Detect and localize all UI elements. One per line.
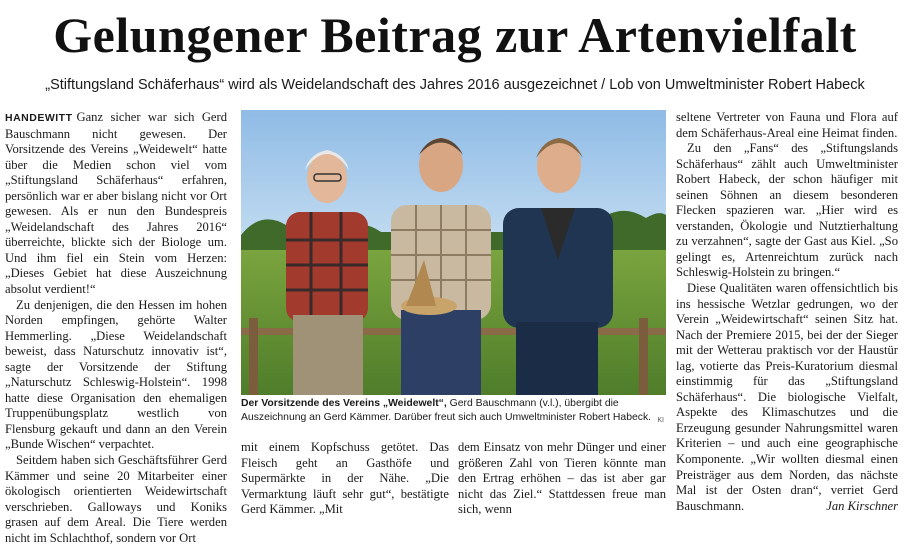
article-column-4 — [676, 110, 898, 515]
paragraph: dem Einsatz von mehr Dünger und einer größeren Zahl von Tieren könnte man den Ertrag erhöhen – das ist aber gar nicht das Ziel.“ Stattdessen freue man sich, wenn — [458, 440, 666, 517]
author-byline: Jan Kirschner — [826, 498, 898, 513]
article-column-3 — [458, 440, 666, 515]
paragraph: Seitdem haben sich Geschäftsführer Gerd Kämmer und seine 20 Mitarbeiter einer ökologisch orientierten Weidewirtschaft verschrieben. Galloways und Koniks grasen auf dem Areal. Die Tiere werden nicht im Schlachthof, sondern vor Ort — [5, 453, 227, 545]
article-photo — [241, 110, 666, 395]
caption-text: Gerd Bauschmann (v.l.), übergibt die Auszeichnung an Gerd Kämmer. Darüber freut sich auch Umweltminister Robert Habeck. — [241, 398, 652, 423]
paragraph-text: Ganz sicher war sich Gerd Bauschmann nicht gewesen. Der Vorsitzende des Vereins „Weidewelt“ hatte über die Medien schon viel vom „Stiftungsland Schäferhaus“ erfahren, persönlich war er aber bislang nicht vor Ort gewesen. Als er nun den Bundespreis „Weidelandschaft des Jahres 2016“ überreichte, blickte sich der Biologe um. Und ihm fiel ein Stein vom Herzen: „Dieses Gebiet hat diese Auszeichnung absolut verdient!“ — [5, 110, 227, 297]
paragraph-text: Diese Qualitäten waren offensichtlich bis ins hessische Wetzlar gedrungen, wo der Verein „Weidewirtschaft“ seinen Sitz hat. Nach der Premiere 2015, bei der der Sieger mit der Wetterau praktisch vor der Haustür lag, votierte das Preis-Kuratorium diesmal einstimmig für das „Stiftungsland Schäferhaus“. Die biologische Vielfalt, Aspekte des Klimaschutzes und die Erzeugung gesunder Nahrungsmittel waren Kriterien – und auch eine geographische Komponente. „Wir wollten diesmal einen Preisträger aus dem Norden, das nächste Mal ist der Osten dran“, verriet Gerd Bauschmann. — [676, 281, 898, 513]
paragraph: Zu denjenigen, die den Hessen im hohen Norden empfingen, gehörte Walter Hemmerling. „Diese Weidelandschaft beweist, dass Naturschutz innovativ ist“, sagte der Vorsitzende der Stiftung „Naturschutz Schleswig-Holstein“. 1998 hatte diese Organisation den ehemaligen Truppenübungsplatz westlich von Flensburg gekauft und dann an den Verein „Bunde Wischen“ verpachtet. — [5, 297, 227, 452]
photo-credit: KI — [657, 416, 664, 424]
headline: Gelungener Beitrag zur Artenvielfalt — [53, 7, 857, 63]
paragraph: mit einem Kopfschuss getötet. Das Fleisch geht an Gasthöfe und Supermärkte in der Nähe. „Die Vermarktung läuft sehr gut“, bestätigte Gerd Kämmer. „Mit — [241, 440, 449, 517]
paragraph — [676, 281, 898, 514]
fence-post — [639, 318, 648, 395]
subheadline: „Stiftungsland Schäferhaus“ wird als Weidelandschaft des Jahres 2016 ausgezeichnet / Lob von Umweltminister Robert Habeck — [45, 77, 865, 93]
caption-lead: Der Vorsitzende des Vereins „Weidewelt“, — [241, 398, 447, 409]
article-column-1 — [5, 110, 227, 545]
paragraph: seltene Vertreter von Fauna und Flora auf dem Schäferhaus-Areal eine Heimat finden. — [676, 110, 898, 140]
fence-post — [249, 318, 258, 395]
article-column-2 — [241, 440, 449, 515]
paragraph: Zu den „Fans“ des „Stiftungslands Schäferhaus“ zählt auch Umweltminister Robert Habeck, der schon häufiger mit seinen Söhnen an diesem besonderen Flecken spazieren war. „Hier wird es verstanden, Ökologie und Nutztierhaltung zu verzahnen“, sagte der Gast aus Kiel. „So gelingt es, Artenreichtum zurück nach Schleswig-Holstein zu bringen.“ — [676, 141, 898, 280]
paragraph — [5, 110, 227, 298]
photo-illustration — [241, 110, 666, 395]
dateline: HANDEWITT — [5, 112, 73, 124]
photo-caption — [241, 397, 666, 431]
